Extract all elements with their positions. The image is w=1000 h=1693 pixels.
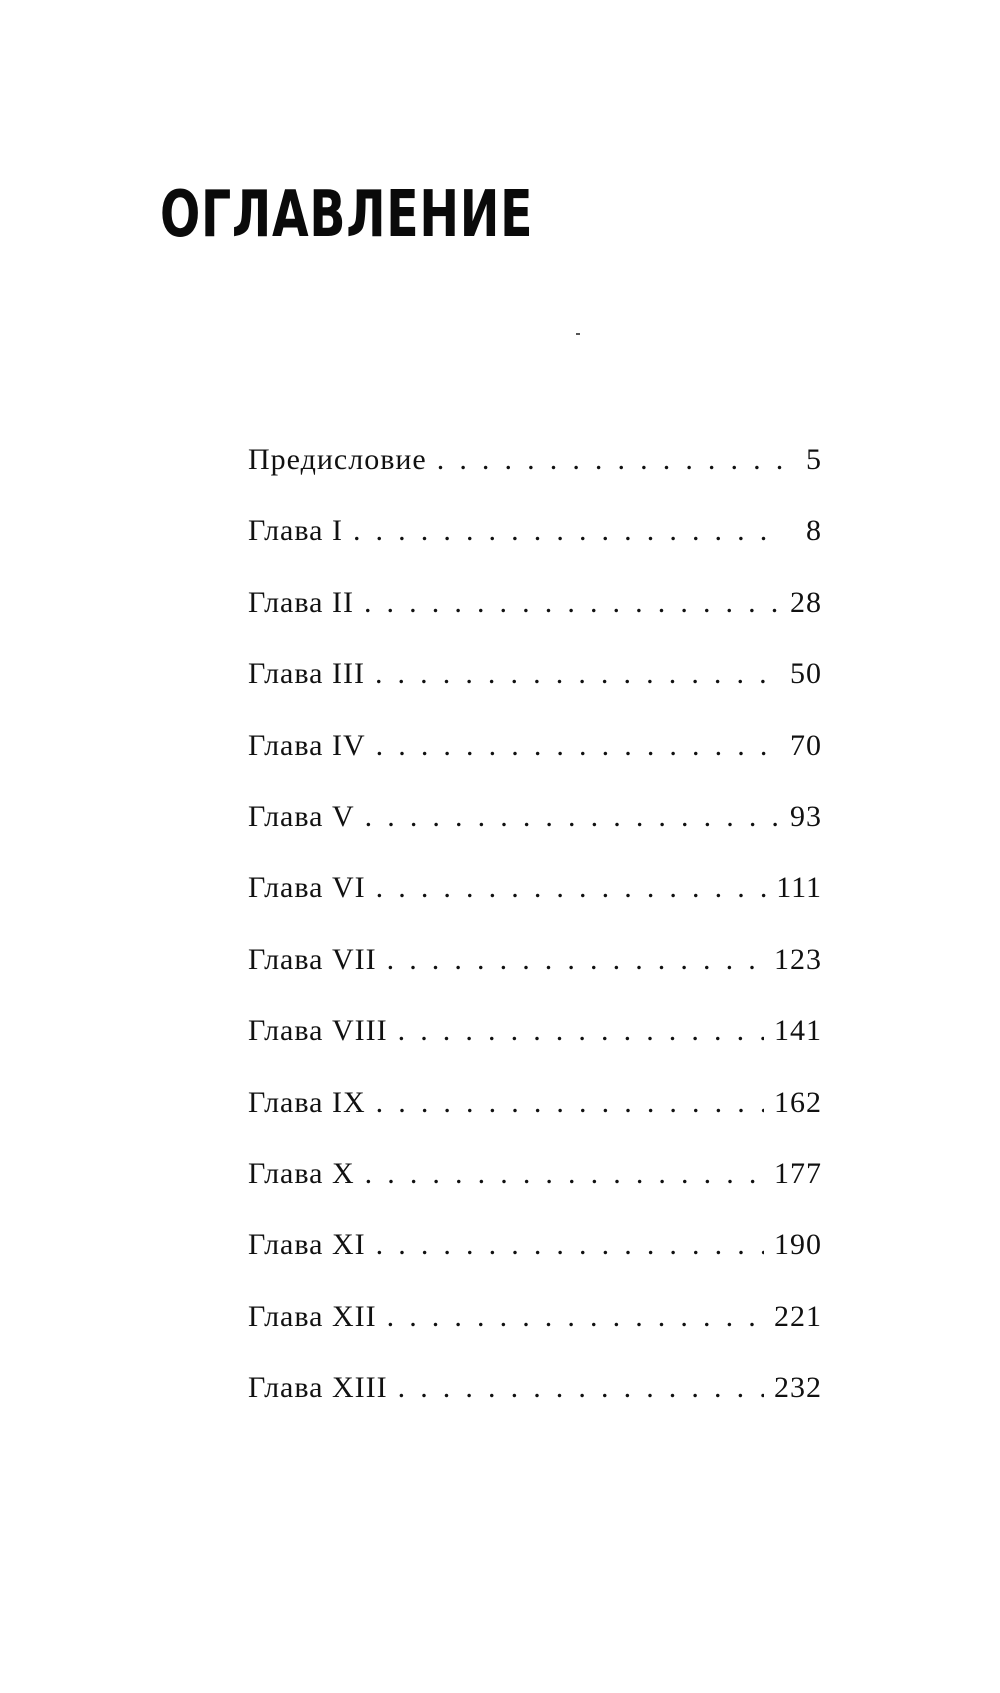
toc-entry[interactable] — [248, 657, 822, 728]
toc-entry-page: 177 — [774, 1156, 822, 1190]
toc-entry[interactable] — [248, 943, 822, 1014]
toc-entry[interactable] — [248, 871, 822, 942]
toc-leader-dots — [376, 1228, 764, 1262]
toc-entry-page: 50 — [790, 657, 822, 691]
toc-leader-dots — [376, 1086, 764, 1120]
toc-entry-label: Глава XII — [248, 1299, 377, 1333]
toc-entry-label: Глава I — [248, 514, 343, 548]
toc-leader-dots — [353, 514, 782, 548]
page-title: ОГЛАВЛЕНИЕ — [160, 178, 534, 252]
toc-entry-label: Глава IV — [248, 728, 366, 762]
toc-entry-label: Глава IX — [248, 1085, 366, 1119]
toc-leader-dots — [437, 443, 782, 477]
toc-entry-label: Глава XIII — [248, 1371, 388, 1405]
toc-leader-dots — [376, 871, 767, 905]
toc-entry[interactable] — [248, 1014, 822, 1085]
toc-entry-page: 162 — [774, 1085, 822, 1119]
toc-leader-dots — [376, 729, 780, 763]
toc-entry-label: Глава VIII — [248, 1014, 388, 1048]
toc-entry[interactable] — [248, 514, 822, 585]
toc-entry[interactable] — [248, 1371, 822, 1442]
toc-entry[interactable] — [248, 1086, 822, 1157]
toc-entry[interactable] — [248, 1300, 822, 1371]
toc-entry-label: Глава V — [248, 799, 355, 833]
toc-leader-dots — [365, 800, 780, 834]
toc-entry-page: 141 — [774, 1014, 822, 1048]
toc-entry-label: Предисловие — [248, 443, 427, 476]
toc-entry-page: 190 — [774, 1228, 822, 1262]
toc-entry[interactable] — [248, 586, 822, 657]
toc-entry-page: 28 — [790, 585, 822, 619]
toc-leader-dots — [398, 1371, 764, 1405]
toc-entry[interactable] — [248, 800, 822, 871]
toc-entry-page: 123 — [774, 942, 822, 976]
toc-entry-page: 221 — [774, 1299, 822, 1333]
toc-entry-label: Глава VII — [248, 942, 377, 976]
toc-entry-label: Глава II — [248, 585, 354, 619]
table-of-contents — [248, 443, 822, 1442]
toc-entry-page: 232 — [774, 1371, 822, 1405]
toc-entry-label: Глава VI — [248, 871, 366, 905]
toc-entry-page: 8 — [806, 514, 822, 548]
toc-entry-page: 5 — [806, 443, 822, 476]
toc-entry-page: 111 — [776, 871, 822, 905]
toc-entry[interactable] — [248, 443, 822, 514]
toc-leader-dots — [387, 943, 764, 977]
toc-leader-dots — [398, 1014, 764, 1048]
print-speck — [576, 333, 580, 335]
toc-entry[interactable] — [248, 1157, 822, 1228]
toc-leader-dots — [375, 657, 780, 691]
toc-entry[interactable] — [248, 729, 822, 800]
toc-entry-page: 93 — [790, 799, 822, 833]
toc-entry-label: Глава III — [248, 657, 365, 691]
toc-leader-dots — [387, 1300, 764, 1334]
toc-entry[interactable] — [248, 1228, 822, 1299]
toc-leader-dots — [364, 586, 780, 620]
toc-entry-page: 70 — [790, 728, 822, 762]
toc-entry-label: Глава X — [248, 1156, 355, 1190]
toc-leader-dots — [365, 1157, 764, 1191]
toc-entry-label: Глава XI — [248, 1228, 366, 1262]
